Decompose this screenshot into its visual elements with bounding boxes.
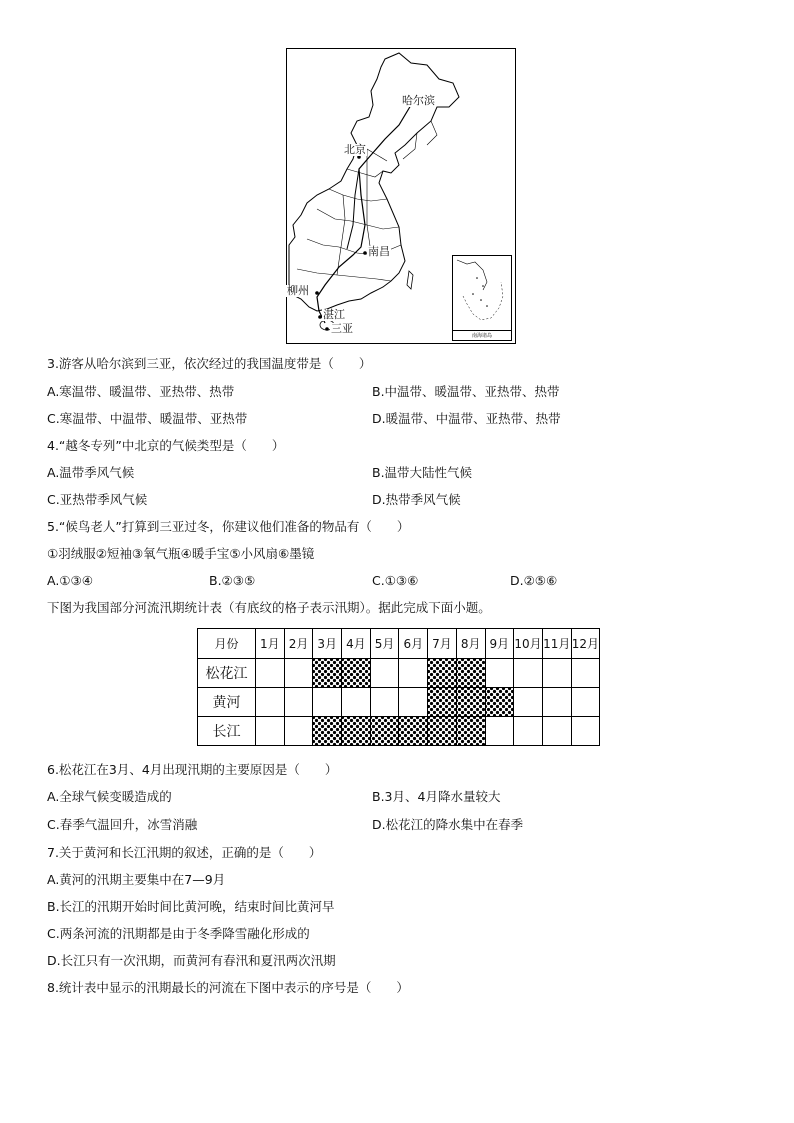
empty-cell <box>284 717 313 746</box>
flood-cell <box>313 717 342 746</box>
table-header-row <box>198 629 600 659</box>
q3-option-d[interactable]: D.暖温带、中温带、亚热带、热带 <box>372 411 561 426</box>
empty-cell <box>542 688 571 717</box>
month-cell: 2月 <box>284 629 313 659</box>
flood-cell <box>342 659 371 688</box>
flood-cell <box>485 688 514 717</box>
flood-cell <box>342 717 371 746</box>
month-cell: 9月 <box>485 629 514 659</box>
q4-option-a[interactable]: A.温带季风气候 <box>47 465 135 480</box>
empty-cell <box>342 688 371 717</box>
flood-cell <box>456 688 485 717</box>
month-header: 月份 <box>198 629 256 659</box>
q6-option-a[interactable]: A.全球气候变暖造成的 <box>47 789 172 804</box>
month-cell: 6月 <box>399 629 428 659</box>
q7-option-b[interactable]: B.长江的汛期开始时间比黄河晚，结束时间比黄河早 <box>47 899 335 914</box>
q6-stem: 6.松花江在3月、4月出现汛期的主要原因是（ ） <box>47 762 338 777</box>
inset-label: 南海诸岛 <box>453 330 511 339</box>
q4-option-c[interactable]: C.亚热带季风气候 <box>47 492 148 507</box>
q4-option-b[interactable]: B.温带大陆性气候 <box>372 465 473 480</box>
flood-cell <box>456 717 485 746</box>
empty-cell <box>284 688 313 717</box>
month-cell: 8月 <box>456 629 485 659</box>
month-cell: 5月 <box>370 629 399 659</box>
month-cell: 7月 <box>428 629 457 659</box>
empty-cell <box>514 717 543 746</box>
q7-option-d[interactable]: D.长江只有一次汛期，而黄河有春汛和夏汛两次汛期 <box>47 953 336 968</box>
q7-option-a[interactable]: A.黄河的汛期主要集中在7—9月 <box>47 872 226 887</box>
city-label-liuzhou: 柳州 <box>287 284 309 297</box>
month-cell: 3月 <box>313 629 342 659</box>
flood-cell <box>428 659 457 688</box>
q3-option-b[interactable]: B.中温带、暖温带、亚热带、热带 <box>372 384 560 399</box>
empty-cell <box>571 688 600 717</box>
q5-option-b[interactable]: B.②③⑤ <box>209 573 256 588</box>
q4-stem: 4.“越冬专列”中北京的气候类型是（ ） <box>47 438 285 453</box>
q4-option-d[interactable]: D.热带季风气候 <box>372 492 461 507</box>
q5-stem: 5.“候鸟老人”打算到三亚过冬，你建议他们准备的物品有（ ） <box>47 519 410 534</box>
empty-cell <box>542 717 571 746</box>
q5-items: ①羽绒服②短袖③氧气瓶④暖手宝⑤小风扇⑥墨镜 <box>47 546 315 561</box>
q3-stem: 3.游客从哈尔滨到三亚，依次经过的我国温度带是（ ） <box>47 356 372 371</box>
flood-cell <box>456 659 485 688</box>
south-china-sea-inset <box>452 255 512 341</box>
city-label-nanchang: 南昌 <box>368 245 390 258</box>
table-row <box>198 717 600 746</box>
empty-cell <box>514 659 543 688</box>
month-cell: 11月 <box>542 629 571 659</box>
empty-cell <box>542 659 571 688</box>
empty-cell <box>514 688 543 717</box>
empty-cell <box>399 659 428 688</box>
q7-option-c[interactable]: C.两条河流的汛期都是由于冬季降雪融化形成的 <box>47 926 310 941</box>
empty-cell <box>485 659 514 688</box>
city-label-harbin: 哈尔滨 <box>402 94 435 107</box>
table-intro: 下图为我国部分河流汛期统计表（有底纹的格子表示汛期）。据此完成下面小题。 <box>47 600 491 615</box>
month-cell: 12月 <box>571 629 600 659</box>
q5-option-c[interactable]: C.①③⑥ <box>372 573 419 588</box>
river-flood-table <box>197 628 600 746</box>
river-name: 长江 <box>198 717 256 746</box>
q8-stem: 8.统计表中显示的汛期最长的河流在下图中表示的序号是（ ） <box>47 980 409 995</box>
empty-cell <box>399 688 428 717</box>
q6-option-c[interactable]: C.春季气温回升，冰雪消融 <box>47 817 198 832</box>
river-name: 黄河 <box>198 688 256 717</box>
q3-option-c[interactable]: C.寒温带、中温带、暖温带、亚热带 <box>47 411 248 426</box>
q6-option-b[interactable]: B.3月、4月降水量较大 <box>372 789 501 804</box>
china-route-map <box>286 48 516 344</box>
month-cell: 4月 <box>342 629 371 659</box>
table-row <box>198 659 600 688</box>
empty-cell <box>571 717 600 746</box>
q3-option-a[interactable]: A.寒温带、暖温带、亚热带、热带 <box>47 384 235 399</box>
flood-cell <box>313 659 342 688</box>
inset-map <box>453 256 511 328</box>
q5-option-a[interactable]: A.①③④ <box>47 573 93 588</box>
flood-cell <box>428 688 457 717</box>
table-row <box>198 688 600 717</box>
empty-cell <box>256 717 285 746</box>
q6-option-d[interactable]: D.松花江的降水集中在春季 <box>372 817 524 832</box>
q7-stem: 7.关于黄河和长江汛期的叙述，正确的是（ ） <box>47 845 322 860</box>
flood-cell <box>399 717 428 746</box>
empty-cell <box>571 659 600 688</box>
flood-cell <box>428 717 457 746</box>
empty-cell <box>370 688 399 717</box>
empty-cell <box>313 688 342 717</box>
empty-cell <box>256 659 285 688</box>
month-cell: 10月 <box>514 629 543 659</box>
month-cell: 1月 <box>256 629 285 659</box>
city-label-zhanjiang: 湛江 <box>323 308 345 321</box>
river-name: 松花江 <box>198 659 256 688</box>
empty-cell <box>370 659 399 688</box>
q5-option-d[interactable]: D.②⑤⑥ <box>510 573 558 588</box>
city-label-beijing: 北京 <box>344 143 366 156</box>
empty-cell <box>256 688 285 717</box>
flood-cell <box>370 717 399 746</box>
empty-cell <box>485 717 514 746</box>
empty-cell <box>284 659 313 688</box>
city-label-sanya: 三亚 <box>331 322 353 335</box>
